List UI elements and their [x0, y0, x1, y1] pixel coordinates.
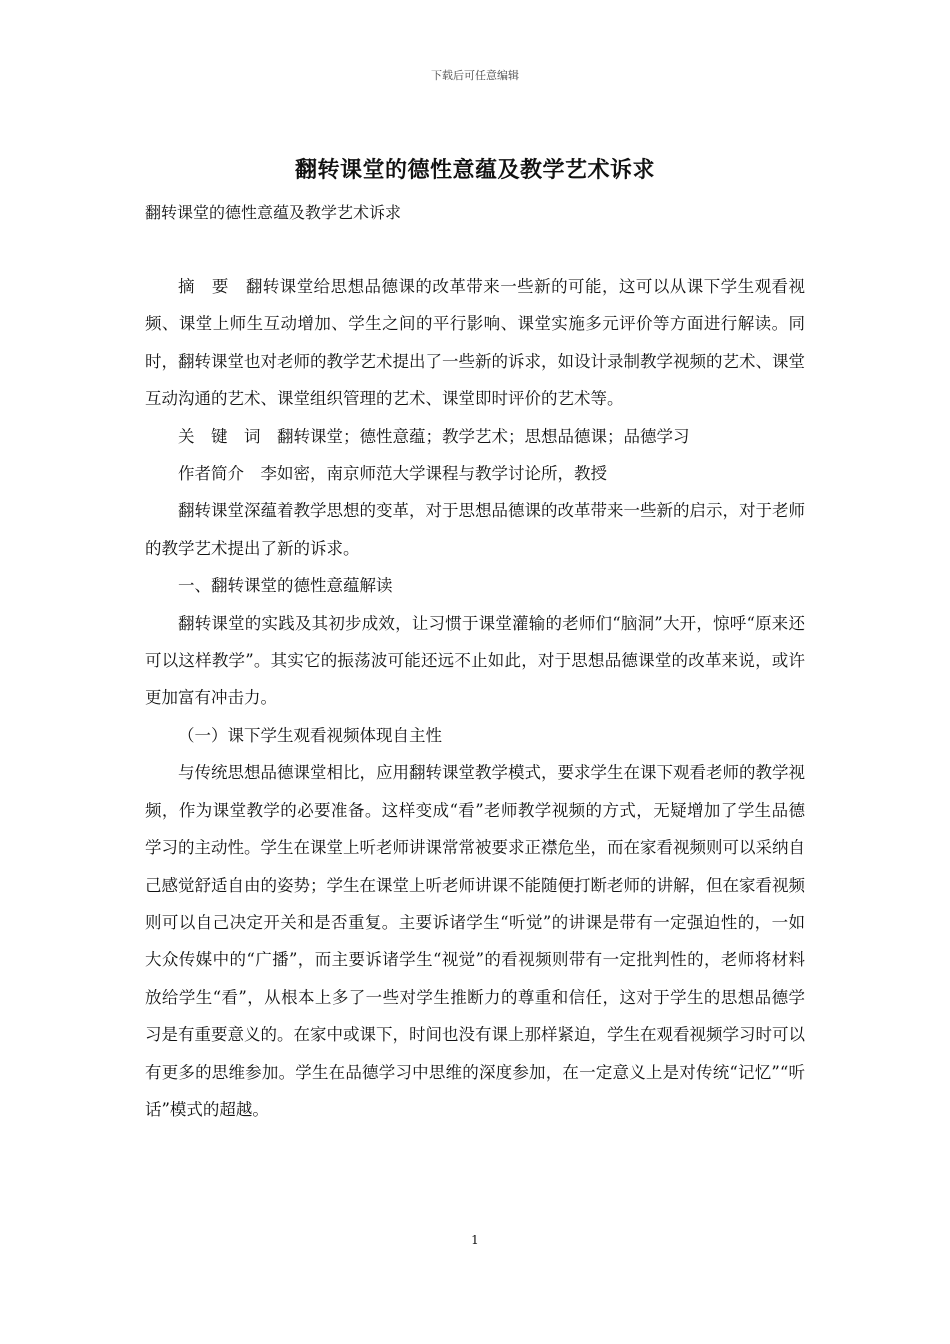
document-body: [145, 268, 805, 1128]
section-1-paragraph: 翻转课堂的实践及其初步成效，让习惯于课堂灌输的老师们“脑洞”大开，惊呼“原来还可以这样教学”。其实它的振荡波可能还远不止如此，对于思想品德课堂的改革来说，或许更加富有冲击力。: [145, 613, 805, 708]
author-line: 作者简介 李如密，南京师范大学课程与教学讨论所，教授: [178, 464, 607, 484]
intro-paragraph: 翻转课堂深蕴着教学思想的变革，对于思想品德课的改革带来一些新的启示，对于老师的教学艺术提出了新的诉求。: [145, 501, 805, 558]
subsection-heading-1: （一）课下学生观看视频体现自主性: [178, 725, 442, 745]
document-subtitle: 翻转课堂的德性意蕴及教学艺术诉求: [145, 203, 402, 222]
page-number: 1: [471, 1233, 479, 1247]
page-header-note: 下载后可任意编辑: [431, 69, 519, 82]
section-heading-1: 一、翻转课堂的德性意蕴解读: [178, 576, 393, 596]
keywords-line: 关 键 词 翻转课堂；德性意蕴；教学艺术；思想品德课；品德学习: [178, 426, 690, 446]
document-title: 翻转课堂的德性意蕴及教学艺术诉求: [294, 157, 655, 183]
subsection-1-paragraph: 与传统思想品德课堂相比，应用翻转课堂教学模式，要求学生在课下观看老师的教学视频，作为课堂教学的必要准备。这样变成“看”老师教学视频的方式，无疑增加了学生品德学习的主动性。学生在课堂上听老师讲课常常被要求正襟危坐，而在家看视频则可以采纳自己感觉舒适自由的姿势；学生在课堂上听老师讲课不能随便打断老师的讲解，但在家看视频则可以自己决定开关和是否重复。主要诉诸学生“听觉”的讲课是带有一定强迫性的，一如大众传媒中的“广播”，而主要诉诸学生“视觉”的看视频则带有一定批判性的，老师将材料放给学生“看”，从根本上多了一些对学生推断力的尊重和信任，这对于学生的思想品德学习是有重要意义的。在家中或课下，时间也没有课上那样紧迫，学生在观看视频学习时可以有更多的思维参加。学生在品德学习中思维的深度参加，在一定意义上是对传统“记忆”“听话”模式的超越。: [145, 763, 805, 1119]
abstract-paragraph: 摘 要 翻转课堂给思想品德课的改革带来一些新的可能，这可以从课下学生观看视频、课堂上师生互动增加、学生之间的平行影响、课堂实施多元评价等方面进行解读。同时，翻转课堂也对老师的教学艺术提出了一些新的诉求，如设计录制教学视频的艺术、课堂互动沟通的艺术、课堂组织管理的艺术、课堂即时评价的艺术等。: [145, 277, 805, 409]
